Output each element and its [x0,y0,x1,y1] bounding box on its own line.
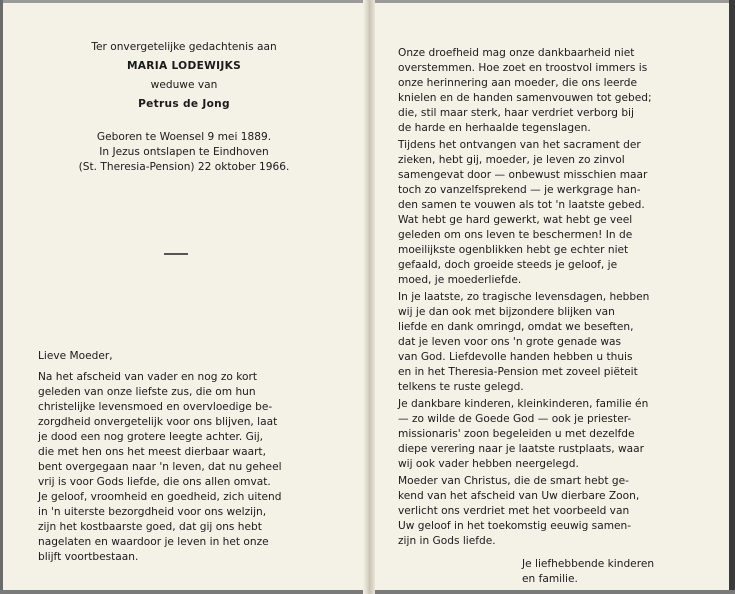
paragraph [398,290,698,395]
deceased-name: MARIA LODEWIJKS [126,60,242,72]
paragraph-line: wij je dan ook met bijzondere blijken van [398,306,615,318]
paragraph-line: knielen en de handen samenvouwen tot gebed; [398,92,652,104]
letter-line: in 'n uiterste bezorgdheid voor ons welzijn, [38,506,267,518]
letter-line: bent overgegaan naar 'n leven, dat nu geheel [38,461,282,473]
death-line-1: In Jezus ontslapen te Eindhoven [99,146,269,158]
paragraph-line: gefaald, doch groeide steeds je geloof, je [398,259,618,271]
paragraph-line: van God. Liefdevolle handen hebben u thuis [398,351,633,363]
letter-line: je dood een nog grotere leegte achter. Gij, [38,431,264,443]
left-heading-block [0,40,368,175]
paragraph-line: Tijdens het ontvangen van het sacrament der [398,139,641,151]
salutation: Lieve Moeder, [38,350,113,362]
letter-text [38,370,330,565]
paragraph-line: Onze droefheid mag onze dankbaarheid niet [398,47,635,59]
paragraph-line: — zo wilde de Goede God — ook je priester- [398,413,632,425]
paragraph-line: overstemmen. Hoe zoet en troostvol immers is [398,62,648,74]
paragraph-line: moeilijkste ogenblikken hebt ge echter niet [398,244,629,256]
paragraph-line: liefde en dank omringd, omdat we beseften, [398,321,634,333]
widow-of-line: weduwe van [150,79,218,91]
paragraph-line: telkens te ruste gelegd. [398,381,524,393]
intro-line: Ter onvergetelijke gedachtenis aan [91,41,277,53]
paragraph-line: dat je leven voor ons 'n grote genade was [398,336,622,348]
paragraph-line: de harde en herhaalde tegenslagen. [398,122,591,134]
letter-line: blijft voortbestaan. [38,551,139,563]
letter-line: Na het afscheid van vader en nog zo kort [38,371,257,383]
paragraph [398,46,698,136]
signature-line-2: en familie. [522,573,578,585]
paragraph-line: die, stil maar sterk, haar verdriet verborg bij [398,107,634,119]
right-paragraphs [398,46,698,549]
paragraph-line: en in het Theresia-Pension met zoveel piëteit [398,366,638,378]
paragraph-line: wij ook vader hebben neergelegd. [398,458,579,470]
paragraph-line: toch zo vanzelfsprekend — je werkgrage han- [398,184,641,196]
paragraph-line: Je dankbare kinderen, kleinkinderen, familie én [398,398,649,410]
paragraph-line: geleden om ons leven te beschermen! In de [398,229,633,241]
letter-block [38,349,330,565]
letter-line: christelijke levensmoed en overvloedige be- [38,401,273,413]
paragraph-line: Uw geloof in het toekomstig eeuwig samen- [398,520,632,532]
paragraph-line: onze herinnering aan moeder, die ons leerde [398,77,637,89]
paragraph-line: In je laatste, zo tragische levensdagen, hebben [398,291,650,303]
spouse-name: Petrus de Jong [138,98,230,110]
letter-line: nagelaten en waardoor je leven in het onze [38,536,269,548]
birth-line: Geboren te Woensel 9 mei 1889. [96,131,272,143]
paragraph-line: samengevat door — onbewust misschien maar [398,169,648,181]
paragraph [398,138,698,288]
paragraph-line: verlicht ons verdriet met het voorbeeld van [398,505,630,517]
paragraph-line: diepe verering naar je laatste rustplaats, waar [398,443,645,455]
death-line-2: (St. Theresia-Pension) 22 oktober 1966. [78,161,290,173]
letter-line: Je geloof, vroomheid en goedheid, zich uitend [38,491,282,503]
letter-line: geleden van onze liefste zus, die om hun [38,386,256,398]
paragraph-line: moed, je moederliefde. [398,274,522,286]
paragraph [398,397,698,472]
divider-rule [164,253,188,255]
paragraph-line: den samen te vouwen als tot 'n laatste gebed. [398,199,645,211]
letter-line: zorgdheid onvergetelijk voor ons blijven, laat [38,416,278,428]
paragraph [398,474,698,549]
paragraph-line: kend van het afscheid van Uw dierbare Zoon, [398,490,640,502]
letter-line: zijn het kostbaarste goed, dat gij ons hebt [38,521,262,533]
paragraph-line: Moeder van Christus, die de smart hebt ge- [398,475,629,487]
letter-line: die met hen ons het meest dierbaar waart, [38,446,266,458]
paragraph-line: Wat hebt ge hard gewerkt, wat hebt ge veel [398,214,633,226]
paragraph-line: missionaris' zoon begeleiden u met dezelfde [398,428,635,440]
paragraph-line: zieken, hebt gij, moeder, je leven zo zinvol [398,154,625,166]
paragraph-line: zijn in Gods liefde. [398,535,496,547]
letter-line: vrij is voor Gods liefde, die ons allen omvat. [38,476,271,488]
signature-line-1: Je liefhebbende kinderen [522,558,655,570]
scan-edge-right [729,0,735,594]
right-text-block [398,46,698,587]
